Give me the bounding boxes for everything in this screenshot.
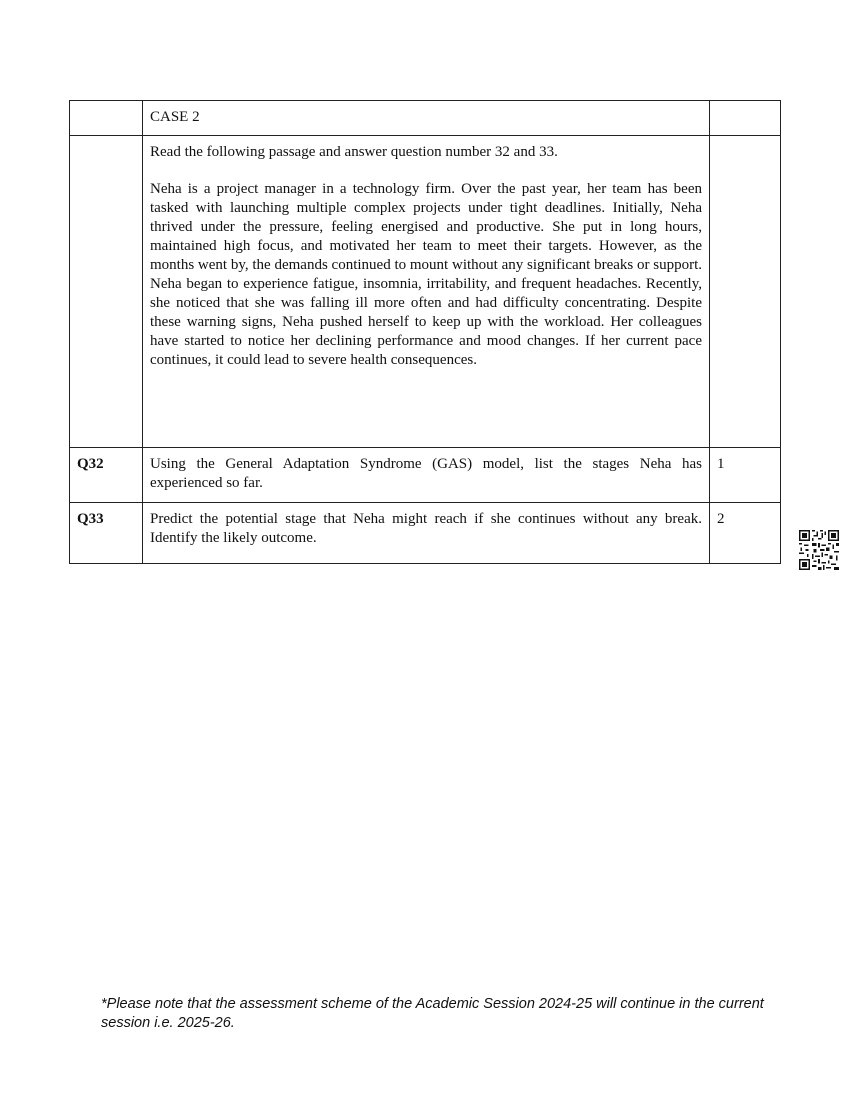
passage-number-cell bbox=[70, 136, 143, 448]
question-marks: 2 bbox=[717, 511, 725, 527]
question-number-cell bbox=[70, 448, 143, 503]
passage-cell bbox=[143, 136, 710, 448]
question-marks: 1 bbox=[717, 456, 725, 472]
question-row bbox=[70, 503, 781, 564]
case-marks-cell bbox=[710, 101, 781, 136]
question-marks-cell bbox=[710, 503, 781, 564]
question-number: Q33 bbox=[77, 511, 104, 527]
case-passage: Neha is a project manager in a technology firm. Over the past year, her team has been tasked with launching multiple complex projects under tight deadlines. Initially, Neha thrived under the pressure, feeling energised and productive. She put in long hours, maintained high focus, and motivated her team to meet their targets. However, as the months went by, the demands continued to mount without any significant breaks or support. Neha began to experience fatigue, insomnia, irritability, and frequent headaches. Recently, she noticed that she was falling ill more often and had difficulty concentrating. Despite these warning signs, Neha pushed herself to keep up with the workload. Her colleagues have started to notice her declining performance and mood changes. If her current pace continues, it could lead to severe health consequences. bbox=[150, 181, 702, 368]
passage-row bbox=[70, 136, 781, 448]
case-header-row bbox=[70, 101, 781, 136]
question-text-cell bbox=[143, 448, 710, 503]
question-text: Predict the potential stage that Neha might reach if she continues without any break. Identify the likely outcome. bbox=[150, 511, 702, 546]
passage-marks-cell bbox=[710, 136, 781, 448]
case-title-cell bbox=[143, 101, 710, 136]
question-row bbox=[70, 448, 781, 503]
case-number-cell bbox=[70, 101, 143, 136]
question-marks-cell bbox=[710, 448, 781, 503]
question-text-cell bbox=[143, 503, 710, 564]
case-instruction: Read the following passage and answer question number 32 and 33. bbox=[150, 144, 558, 160]
question-text: Using the General Adaptation Syndrome (GAS) model, list the stages Neha has experienced so far. bbox=[150, 456, 702, 491]
case-title: CASE 2 bbox=[150, 109, 200, 125]
question-number: Q32 bbox=[77, 456, 104, 472]
question-table bbox=[69, 100, 781, 564]
question-number-cell bbox=[70, 503, 143, 564]
qr-code-icon bbox=[799, 530, 839, 570]
footnote: *Please note that the assessment scheme of the Academic Session 2024-25 will continue in the current session i.e. 2025-26. bbox=[101, 996, 764, 1031]
